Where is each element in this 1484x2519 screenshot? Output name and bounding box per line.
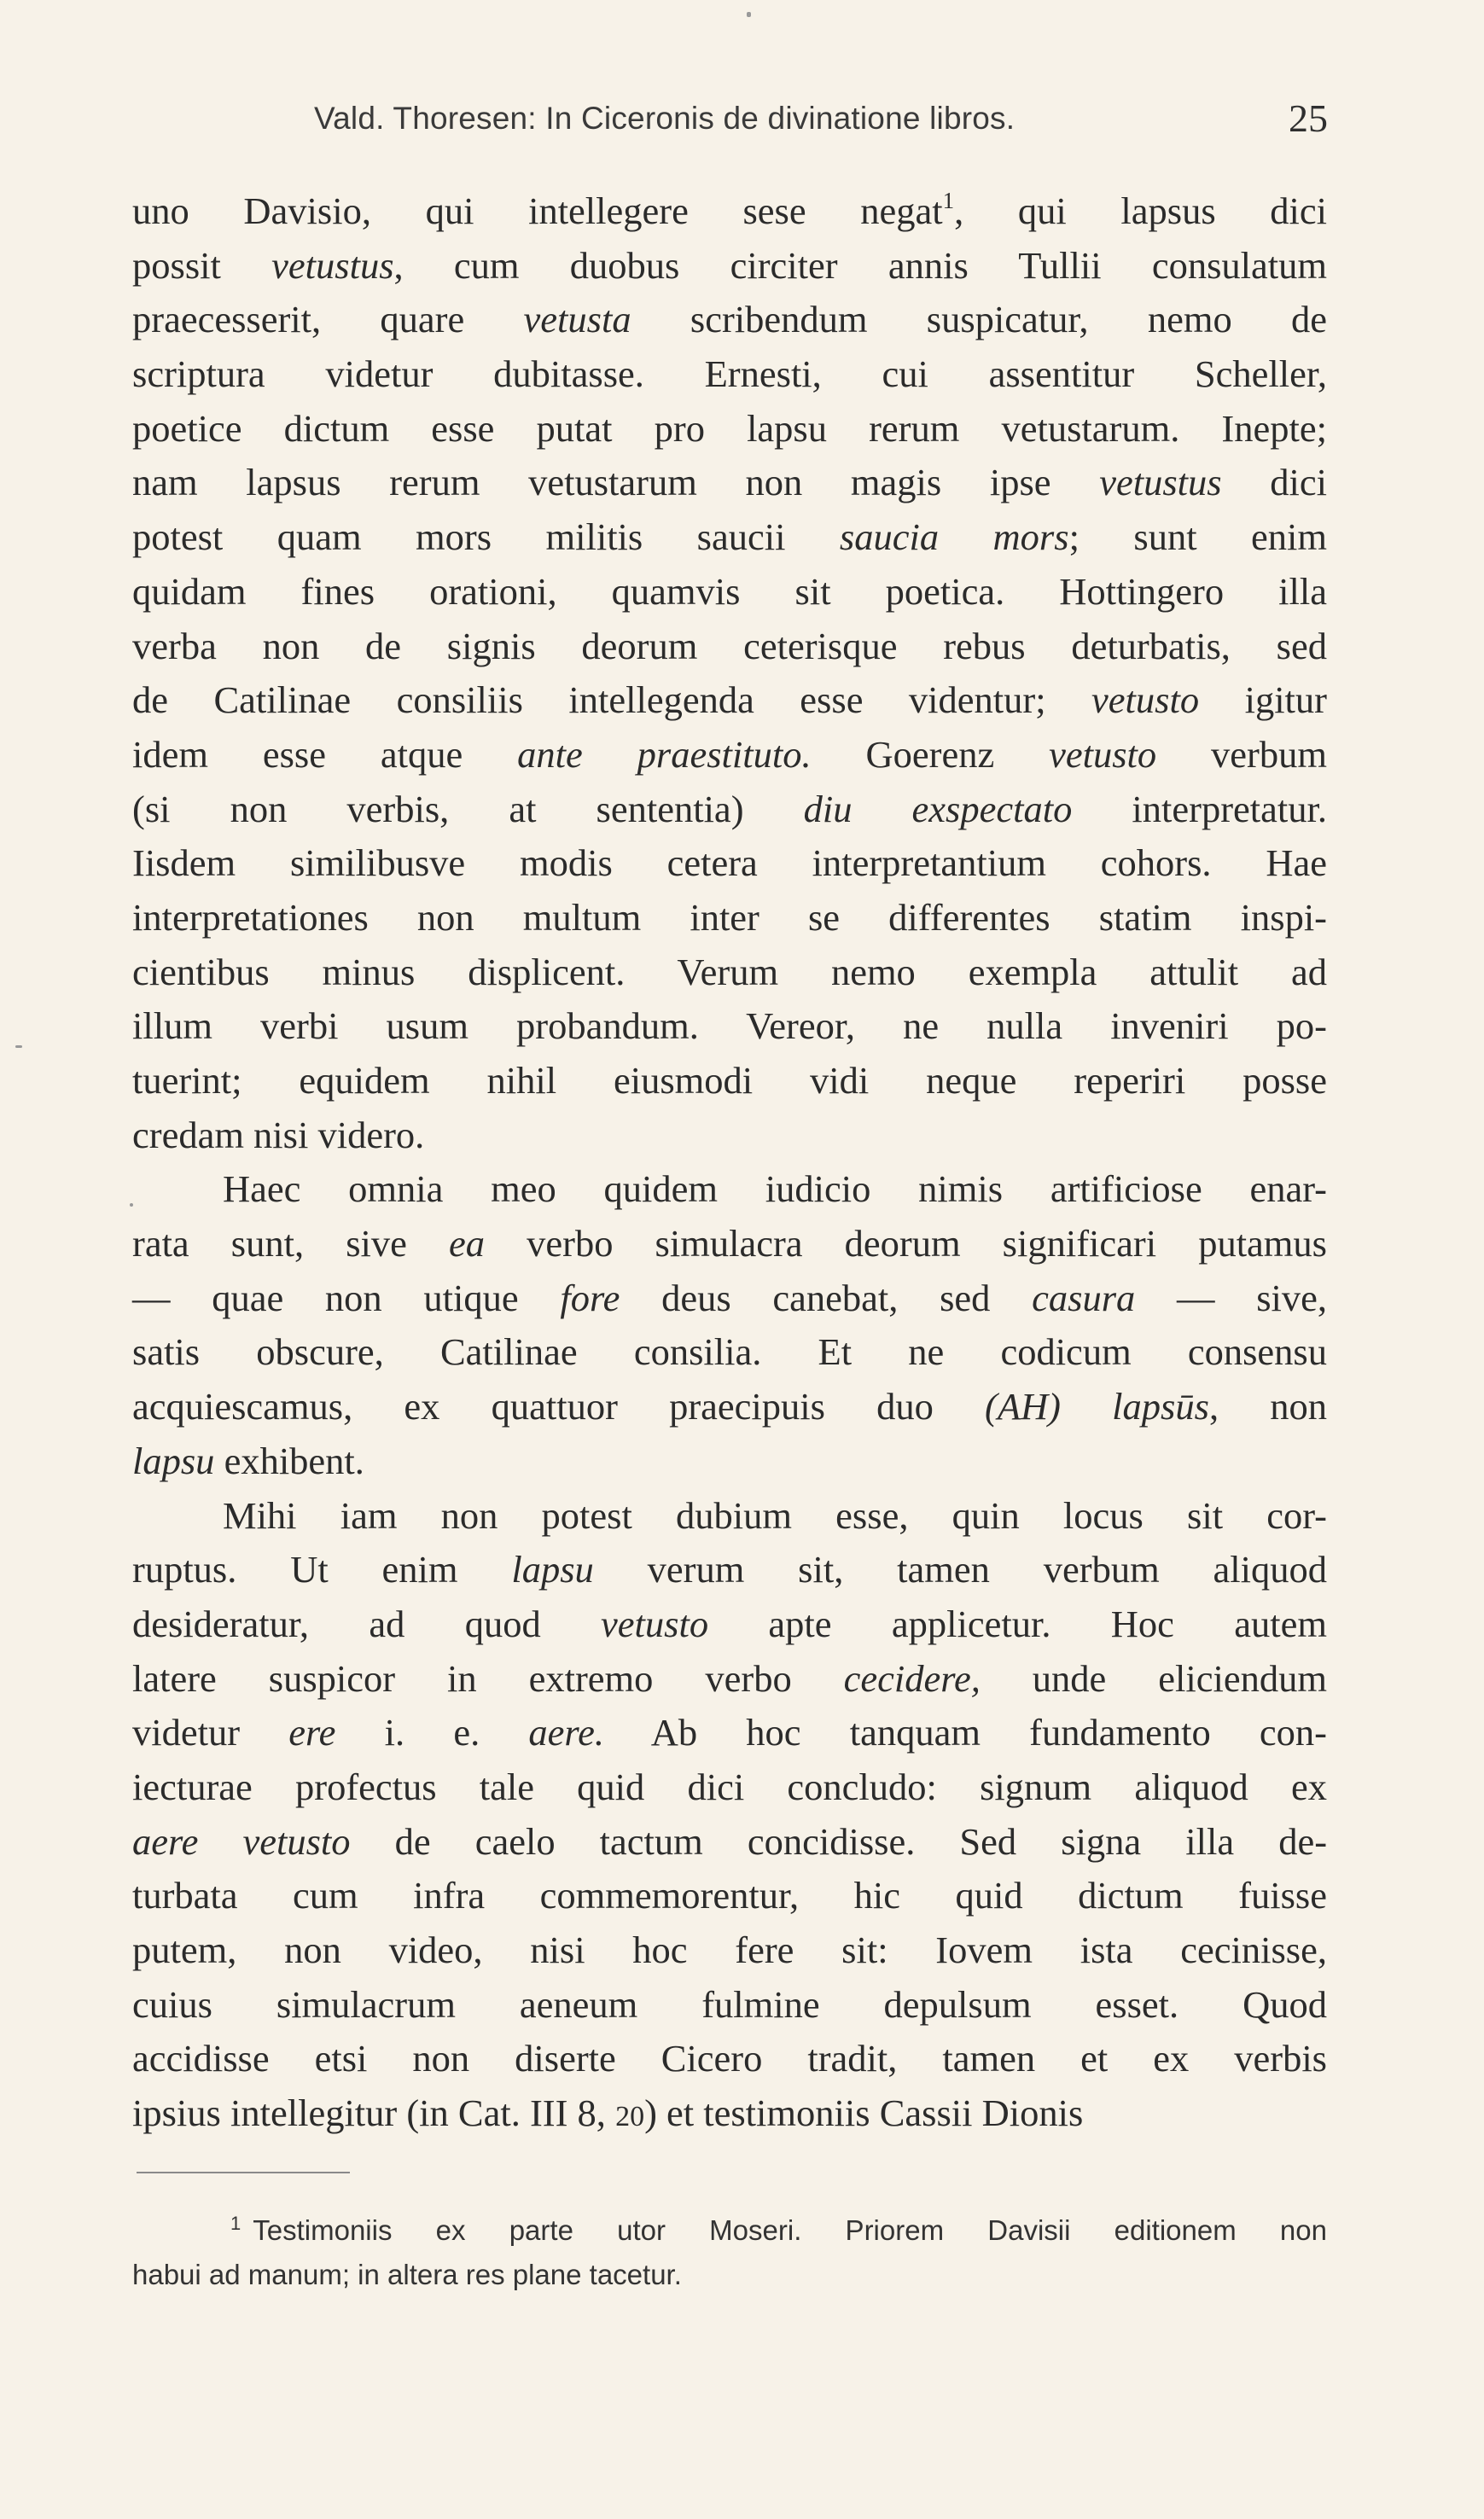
footnote-text: Testimoniis ex parte utor Moseri. Priorem Davisii editionem non [253, 2214, 1327, 2246]
page-number: 25 [1289, 96, 1328, 140]
text-line [132, 836, 1327, 891]
footnote-line [132, 2208, 1327, 2253]
italic-run: (AH) lapsūs [985, 1385, 1209, 1428]
text-line [132, 1543, 1327, 1597]
text-run: ; sunt enim [1068, 515, 1327, 559]
text-line [132, 1706, 1327, 1760]
text-line [132, 402, 1327, 457]
italic-run: vetusta [523, 298, 631, 341]
text-line [132, 1434, 1327, 1489]
text-line [132, 239, 1327, 294]
text-line [132, 673, 1327, 728]
text-line [132, 782, 1327, 837]
text-line [132, 347, 1327, 402]
text-run: , cum duobus circiter annis Tullii consulatum [393, 243, 1327, 287]
text-run: verum sit, tamen verbum aliquod [593, 1548, 1327, 1591]
text-line [132, 1978, 1327, 2033]
scan-speck [747, 12, 751, 17]
text-line [132, 999, 1327, 1054]
italic-run: vetusto [1049, 732, 1157, 776]
oldstyle-numeral: 20 [615, 2101, 645, 2133]
text-run: latere suspicor in extremo verbo [132, 1656, 844, 1700]
text-run: igitur [1199, 678, 1327, 722]
text-run: interpretationes non multum inter se differentes statim inspi- [132, 895, 1327, 939]
text-line [132, 1652, 1327, 1707]
text-run: nam lapsus rerum vetustarum non magis ipse [132, 461, 1100, 504]
italic-run: lapsu [132, 1439, 215, 1482]
text-run: rata sunt, sive [132, 1222, 449, 1265]
italic-run: vetusto [1091, 678, 1200, 722]
text-run: turbata cum infra commemorentur, hic quid dictum fuisse [132, 1874, 1327, 1917]
text-line [132, 2032, 1327, 2086]
text-line [132, 1760, 1327, 1815]
text-run: Mihi iam non potest dubium esse, quin locus sit cor- [223, 1493, 1327, 1537]
italic-run: saucia mors [839, 515, 1069, 559]
text-line [132, 1271, 1327, 1326]
italic-run: vetusto [601, 1602, 709, 1645]
text-line [132, 510, 1327, 565]
footnote [132, 2208, 1327, 2297]
text-run: verbo simulacra deorum significari putamus [485, 1222, 1327, 1265]
text-run: Goerenz [811, 732, 1050, 776]
text-run: praecesserit, quare [132, 298, 524, 341]
text-run: verba non de signis deorum ceterisque rebus deturbatis, sed [132, 624, 1327, 667]
text-run: scribendum suspicatur, nemo de [631, 298, 1327, 341]
text-run: tuerint; equidem nihil eiusmodi vidi neque reperiri posse [132, 1059, 1327, 1102]
footnote-rule [137, 2172, 350, 2173]
text-run: (si non verbis, at sententia) [132, 787, 804, 830]
body-text [132, 184, 1327, 2141]
italic-run: lapsu [511, 1548, 594, 1591]
text-line [132, 1869, 1327, 1923]
text-run: , qui lapsus dici [954, 189, 1328, 232]
text-run: desideratur, ad quod [132, 1602, 602, 1645]
text-line [132, 2086, 1327, 2141]
italic-run: cecidere, [843, 1656, 981, 1700]
italic-run: diu exspectato [803, 787, 1073, 830]
text-run: de Catilinae consiliis intellegenda esse videntur; [132, 678, 1092, 722]
text-run: accidisse etsi non diserte Cicero tradit, tamen et ex verbis [132, 2037, 1327, 2080]
text-line [132, 1108, 1327, 1163]
text-run: cuius simulacrum aeneum fulmine depulsum esset. Quod [132, 1982, 1327, 2026]
text-line [132, 293, 1327, 347]
text-run: idem esse atque [132, 732, 518, 776]
running-head: Vald. Thoresen: In Ciceronis de divinatione libros. [314, 101, 1016, 136]
text-run: quidam fines orationi, quamvis sit poetica. Hottingero illa [132, 569, 1327, 613]
text-run: videtur [132, 1711, 289, 1754]
text-run: cientibus minus displicent. Verum nemo exempla attulit ad [132, 950, 1327, 993]
text-run: iecturae profectus tale quid dici concludo: signum aliquod ex [132, 1765, 1327, 1808]
footnote-marker: 1 [230, 2213, 242, 2234]
text-line [132, 891, 1327, 945]
text-line [132, 945, 1327, 1000]
text-run: acquiescamus, ex quattuor praecipuis duo [132, 1385, 986, 1428]
text-run: interpretatur. [1072, 787, 1327, 830]
text-run: — sive, [1135, 1276, 1328, 1319]
text-run: apte applicetur. Hoc autem [708, 1602, 1327, 1645]
text-line [132, 620, 1327, 674]
italic-run: ea [449, 1222, 486, 1265]
text-run: Iisdem similibusve modis cetera interpretantium cohors. Hae [132, 841, 1327, 885]
text-run: possit [132, 243, 272, 287]
italic-run: vetustus [271, 243, 394, 287]
text-run: credam nisi videro. [132, 1113, 425, 1156]
italic-run: aere vetusto [132, 1819, 351, 1863]
text-run: de caelo tactum concidisse. Sed signa illa de- [350, 1819, 1328, 1863]
footnote-text: habui ad manum; in altera res plane tacetur. [132, 2259, 682, 2290]
text-run: ruptus. Ut enim [132, 1548, 512, 1591]
text-run: i. e. [335, 1711, 529, 1754]
text-line [132, 565, 1327, 620]
text-run: Haec omnia meo quidem iudicio nimis artificiose enar- [223, 1167, 1327, 1211]
text-run: exhibent. [214, 1439, 364, 1482]
text-run: illum verbi usum probandum. Vereor, ne nulla inveniri po- [132, 1004, 1327, 1048]
text-line [132, 1380, 1327, 1434]
italic-run: ere [288, 1711, 336, 1754]
text-run: unde eliciendum [980, 1656, 1327, 1700]
text-line [132, 1162, 1327, 1217]
scan-speck [15, 1045, 22, 1048]
text-line [132, 456, 1327, 510]
text-line [132, 1923, 1327, 1978]
text-run: verbum [1156, 732, 1327, 776]
footnote-line [132, 2253, 1327, 2297]
text-run: putem, non video, nisi hoc fere sit: Iovem ista cecinisse, [132, 1929, 1327, 1971]
text-run: uno Davisio, qui intellegere sese negat [132, 189, 943, 232]
italic-run: vetustus [1099, 461, 1222, 504]
text-line [132, 1054, 1327, 1108]
text-run: — quae non utique [132, 1276, 561, 1319]
text-run: potest quam mors militis saucii [132, 515, 840, 559]
text-line [132, 1597, 1327, 1652]
text-run: scriptura videtur dubitasse. Ernesti, cui assentitur Scheller, [132, 352, 1327, 396]
text-line [132, 1815, 1327, 1870]
text-run: satis obscure, Catilinae consilia. Et ne codicum consensu [132, 1330, 1327, 1374]
text-line [132, 1325, 1327, 1380]
text-run: poetice dictum esse putat pro lapsu rerum vetustarum. Inepte; [132, 406, 1327, 450]
text-run: dici [1221, 461, 1328, 504]
text-run: , non [1208, 1385, 1327, 1428]
italic-run: casura [1032, 1276, 1136, 1319]
text-run: ipsius intellegitur (in Cat. III 8, [132, 2091, 616, 2135]
text-line [132, 1489, 1327, 1544]
text-line [132, 1217, 1327, 1271]
footnote-reference: 1 [942, 188, 955, 213]
italic-run: ante praestituto. [517, 732, 812, 776]
text-run: Ab hoc tanquam fundamento con- [603, 1711, 1327, 1754]
text-run: deus canebat, sed [620, 1276, 1033, 1319]
text-line [132, 728, 1327, 782]
text-line [132, 184, 1327, 239]
italic-run: fore [560, 1276, 620, 1319]
italic-run: aere. [528, 1711, 604, 1754]
text-run: ) et testimoniis Cassii Dionis [644, 2091, 1084, 2135]
